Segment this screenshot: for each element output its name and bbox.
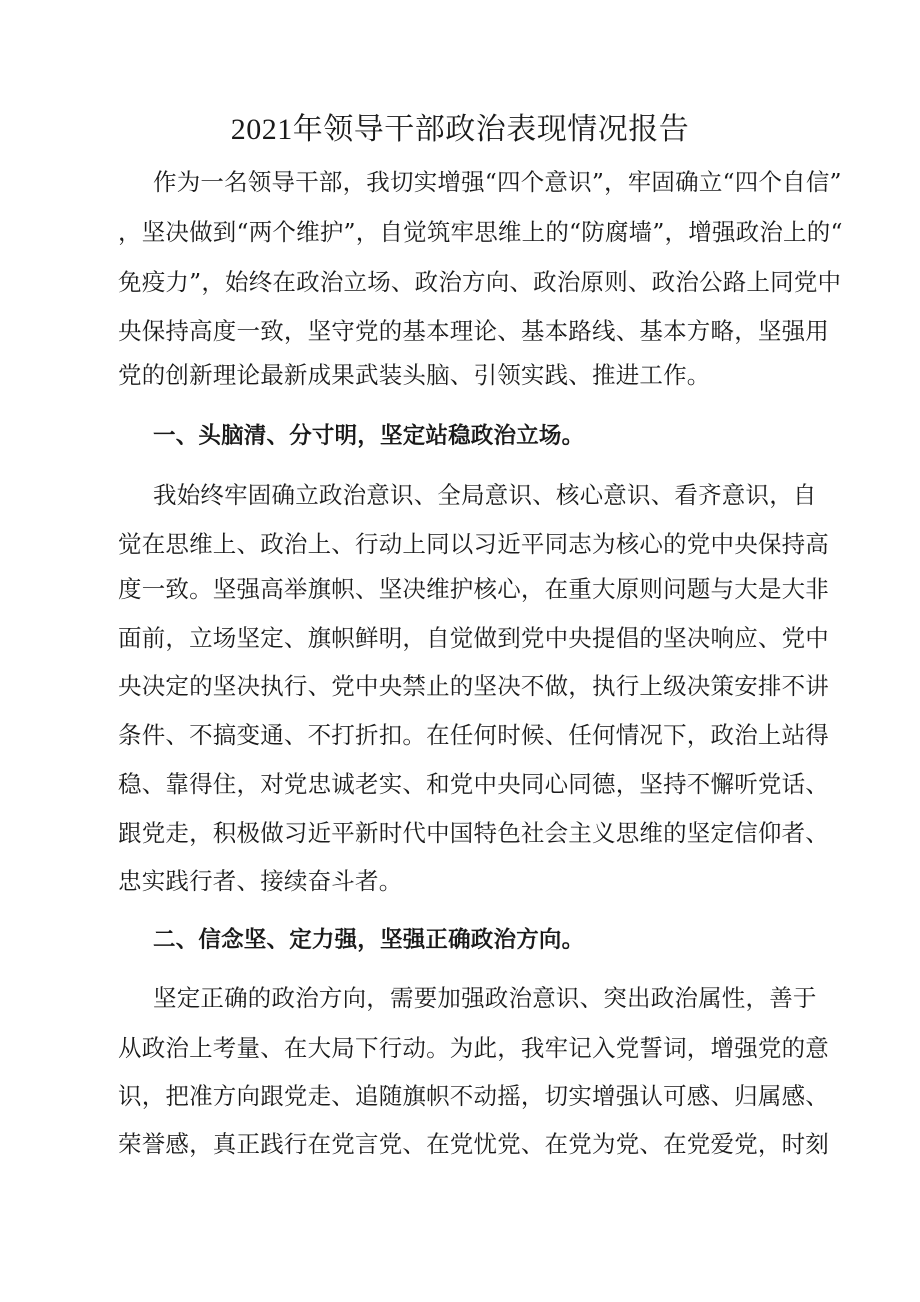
paragraph-line: 面前，立场坚定、旗帜鲜明，自觉做到党中央提倡的坚决响应、党中 [118,624,829,652]
paragraph-line: 党的创新理论最新成果武装头脑、引领实践、推进工作。 [118,361,711,389]
paragraph-line: 荣誉感，真正践行在党言党、在党忧党、在党为党、在党爱党，时刻 [118,1130,829,1158]
paragraph-line: 识，把准方向跟党走、追随旗帜不动摇，切实增强认可感、归属感、 [118,1082,829,1110]
paragraph-line: 忠实践行者、接续奋斗者。 [118,867,403,895]
paragraph-line: 坚定正确的政治方向，需要加强政治意识、突出政治属性，善于 [153,984,817,1012]
paragraph-line: ，坚决做到“两个维护”，自觉筑牢思维上的“防腐墙”，增强政治上的“ [118,218,843,246]
paragraph-line: 觉在思维上、政治上、行动上同以习近平同志为核心的党中央保持高 [118,530,829,558]
paragraph-line: 央保持高度一致，坚守党的基本理论、基本路线、基本方略，坚强用 [118,317,829,345]
paragraph-line: 跟党走，积极做习近平新时代中国特色社会主义思维的坚定信仰者、 [118,819,829,847]
paragraph-line: 条件、不搞变通、不打折扣。在任何时候、任何情况下，政治上站得 [118,721,829,749]
paragraph-line: 稳、靠得住，对党忠诚老实、和党中央同心同德，坚持不懈听党话、 [118,770,829,798]
paragraph-line: 我始终牢固确立政治意识、全局意识、核心意识、看齐意识，自 [153,481,817,509]
section-heading: 一、头脑清、分寸明，坚定站稳政治立场。 [153,423,585,449]
paragraph-line: 免疫力”，始终在政治立场、政治方向、政治原则、政治公路上同党中 [118,268,842,296]
section-heading: 二、信念坚、定力强，坚强正确政治方向。 [153,927,585,953]
paragraph-line: 央决定的坚决执行、党中央禁止的坚决不做，执行上级决策安排不讲 [118,672,829,700]
paragraph-line: 从政治上考量、在大局下行动。为此，我牢记入党誓词，增强党的意 [118,1034,829,1062]
paragraph-line: 度一致。坚强高举旗帜、坚决维护核心，在重大原则问题与大是大非 [118,575,829,603]
document-title: 2021年领导干部政治表现情况报告 [230,113,690,146]
paragraph-line: 作为一名领导干部，我切实增强“四个意识”，牢固确立“四个自信” [153,168,842,196]
